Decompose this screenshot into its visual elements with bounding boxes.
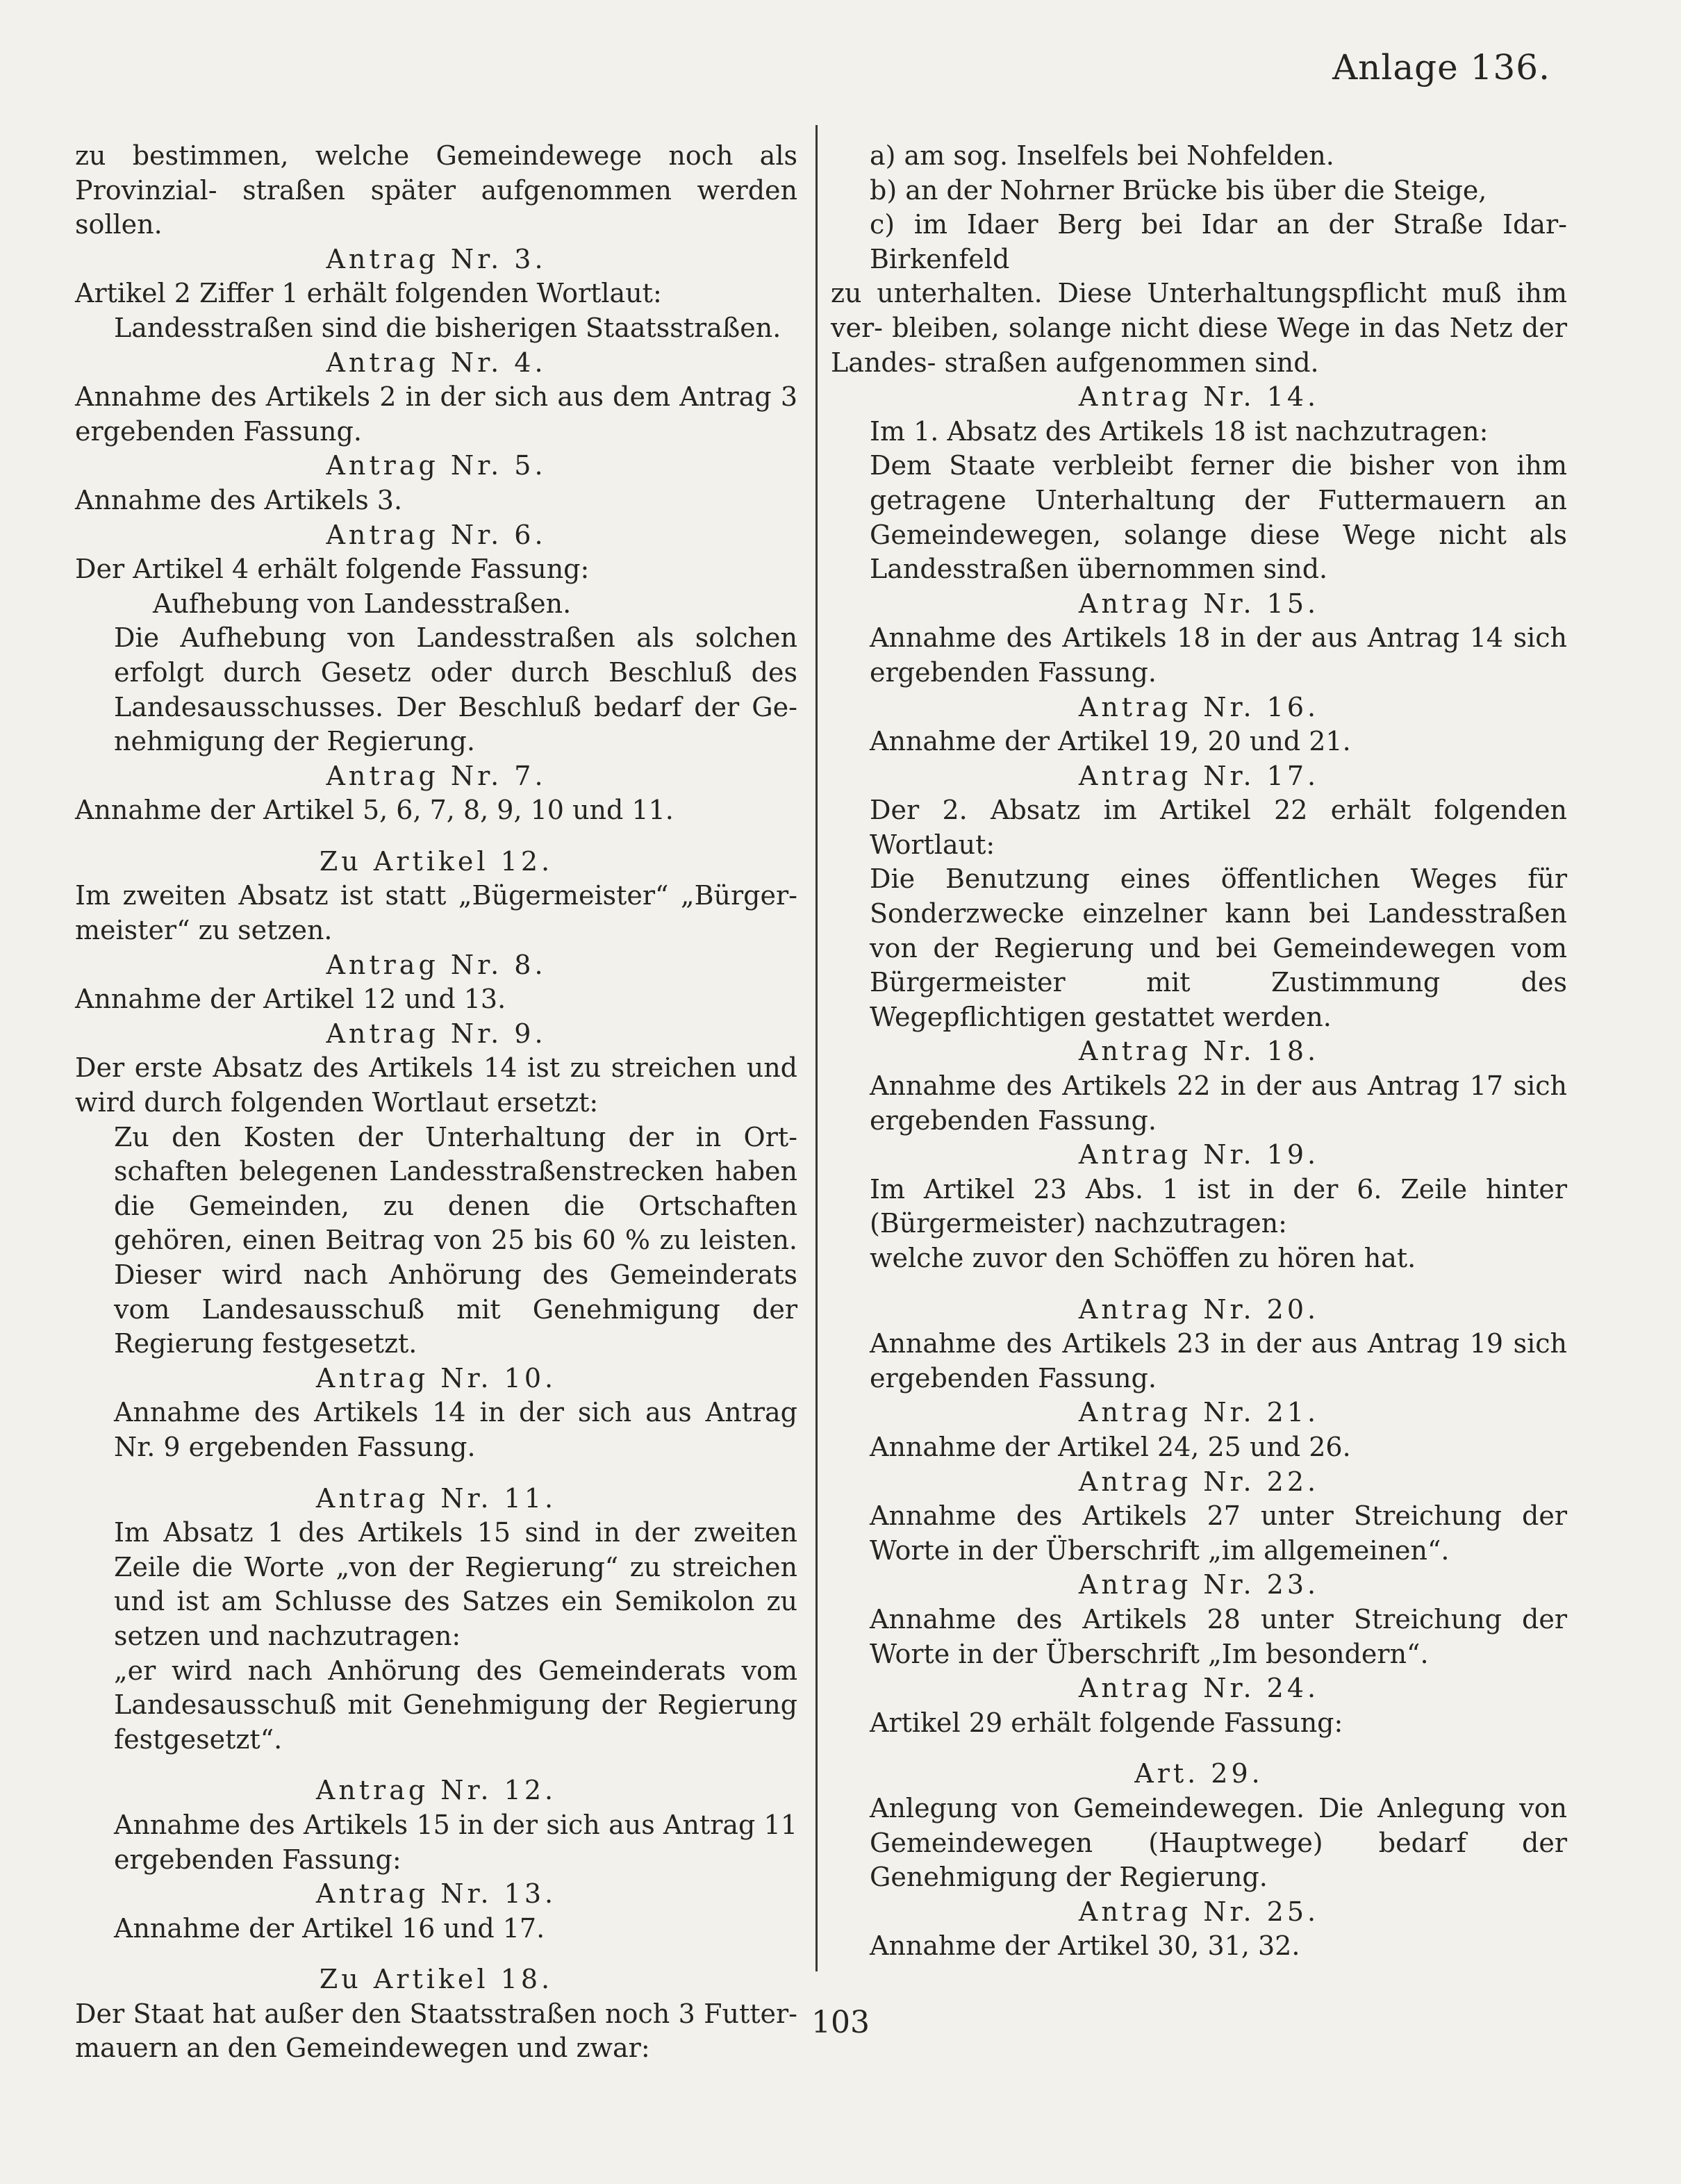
right-paragraph: Im Artikel 23 Abs. 1 ist in der 6. Zeile hinter (Bürgermeister) nachzutragen: [870,1173,1567,1239]
right-paragraph: Der 2. Absatz im Artikel 22 erhält folgenden Wortlaut: [870,795,1567,860]
right-heading: Antrag Nr. 16. [1078,691,1320,722]
right-paragraph: Annahme des Artikels 22 in der aus Antrag 17 sich ergebenden Fassung. [870,1070,1567,1136]
left-column [75,139,797,2066]
left-heading: Zu Artikel 12. [319,845,554,877]
right-paragraph: Annahme der Artikel 19, 20 und 21. [870,726,1351,757]
left-paragraph: Aufhebung von Landesstraßen. [153,588,572,619]
right-heading: Antrag Nr. 24. [1078,1673,1320,1704]
right-heading: Antrag Nr. 15. [1078,588,1320,619]
left-paragraph: Annahme der Artikel 16 und 17. [114,1912,545,1944]
annex-heading: Anlage 136. [1332,47,1550,88]
right-paragraph: Artikel 29 erhält folgende Fassung: [870,1707,1343,1738]
left-paragraph: Zu den Kosten der Unterhaltung der in Ort- schaften belegenen Landesstraßenstrecken haben die Gemeinden, zu denen die Ortschaften gehören, einen Beitrag von 25 bis 60 % zu leisten. Dieser wird nach Anhörung des Gemeinderats vom Landesausschuß mit Genehmigung der Regierung festgesetzt. [114,1121,797,1359]
column-divider [815,125,818,1971]
left-paragraph: Der Staat hat außer den Staatsstraßen noch 3 Futter- mauern an den Gemeindewegen und zwar: [75,1998,797,2064]
left-heading: Antrag Nr. 11. [315,1482,557,1514]
right-column [831,139,1567,1964]
left-heading: Antrag Nr. 7. [326,760,547,791]
right-heading: Antrag Nr. 21. [1078,1397,1320,1428]
right-heading: Art. 29. [1134,1758,1264,1789]
left-paragraph: Landesstraßen sind die bisherigen Staatsstraßen. [114,312,781,343]
right-paragraph: Annahme der Artikel 30, 31, 32. [870,1930,1300,1962]
right-paragraph: welche zuvor den Schöffen zu hören hat. [870,1243,1416,1273]
right-paragraph: Annahme des Artikels 27 unter Streichung der Worte in der Überschrift „im allgemeinen“. [870,1500,1567,1566]
right-paragraph: Dem Staate verbleibt ferner die bisher von ihm getragene Unterhaltung der Futtermauern an Gemeindewegen, solange diese Wege nicht als Landesstraßen übernommen sind. [870,450,1567,585]
left-heading: Antrag Nr. 3. [326,243,547,274]
left-paragraph: Im zweiten Absatz ist statt „Bügermeister“ „Bürger- meister“ zu setzen. [75,880,797,946]
right-heading: Antrag Nr. 23. [1078,1569,1320,1600]
left-heading: Antrag Nr. 6. [326,519,547,550]
left-heading: Antrag Nr. 13. [315,1878,557,1910]
left-paragraph: Annahme des Artikels 14 in der sich aus Antrag Nr. 9 ergebenden Fassung. [114,1397,797,1462]
left-paragraph: Annahme des Artikels 15 in der sich aus Antrag 11 ergebenden Fassung: [114,1809,797,1875]
left-heading: Antrag Nr. 8. [326,949,547,980]
left-paragraph: Annahme der Artikel 5, 6, 7, 8, 9, 10 und 11. [75,795,674,826]
right-paragraph: a) am sog. Inselfels bei Nohfelden. [870,140,1334,171]
left-paragraph: Der erste Absatz des Artikels 14 ist zu streichen und wird durch folgenden Wortlaut ersetzt: [75,1052,797,1118]
right-paragraph: Die Benutzung eines öffentlichen Weges für Sonderzwecke einzelner kann bei Landesstraßen von der Regierung und bei Gemeindewegen vom Bürgermeister mit Zustimmung des Wegepflichtigen gestattet werden. [870,863,1567,1032]
right-paragraph: b) an der Nohrner Brücke bis über die Steige, [870,174,1487,206]
left-heading: Zu Artikel 18. [319,1964,554,1995]
right-heading: Antrag Nr. 18. [1078,1036,1320,1067]
left-heading: Antrag Nr. 9. [326,1018,547,1049]
page-number: 103 [811,2005,870,2040]
right-paragraph: Anlegung von Gemeindewegen. Die Anlegung von Gemeindewegen (Hauptwege) bedarf der Genehmigung der Regierung. [870,1792,1567,1893]
left-paragraph: Die Aufhebung von Landesstraßen als solchen erfolgt durch Gesetz oder durch Beschluß des Landesausschusses. Der Beschluß bedarf der Ge- nehmigung der Regierung. [114,622,797,757]
right-heading: Antrag Nr. 22. [1078,1466,1320,1497]
right-paragraph: c) im Idaer Berg bei Idar an der Straße Idar- Birkenfeld [870,209,1567,274]
left-paragraph: Artikel 2 Ziffer 1 erhält folgenden Wortlaut: [75,278,662,309]
left-paragraph: Annahme des Artikels 3. [75,484,403,515]
left-paragraph: Der Artikel 4 erhält folgende Fassung: [75,554,590,585]
right-heading: Antrag Nr. 20. [1078,1293,1320,1325]
right-paragraph: Annahme des Artikels 28 unter Streichung der Worte in der Überschrift „Im besondern“. [870,1603,1567,1669]
left-heading: Antrag Nr. 12. [315,1775,557,1806]
right-heading: Antrag Nr. 14. [1078,381,1320,413]
left-paragraph: Annahme der Artikel 12 und 13. [75,984,506,1015]
left-heading: Antrag Nr. 10. [315,1362,557,1393]
left-paragraph: zu bestimmen, welche Gemeindewege noch als Provinzial- straßen später aufgenommen werden sollen. [75,140,797,240]
right-paragraph: Annahme des Artikels 18 in der aus Antrag 14 sich ergebenden Fassung. [870,622,1567,688]
left-heading: Antrag Nr. 4. [326,347,547,378]
left-paragraph: „er wird nach Anhörung des Gemeinderats vom Landesausschuß mit Genehmigung der Regierung festgesetzt“. [114,1655,797,1755]
left-paragraph: Annahme des Artikels 2 in der sich aus dem Antrag 3 ergebenden Fassung. [75,381,797,447]
right-paragraph: zu unterhalten. Diese Unterhaltungspflicht muß ihm ver- bleiben, solange nicht diese Wege in das Netz der Landes- straßen aufgenommen sind. [831,278,1567,378]
right-paragraph: Annahme der Artikel 24, 25 und 26. [870,1431,1351,1462]
right-heading: Antrag Nr. 19. [1078,1139,1320,1170]
right-heading: Antrag Nr. 25. [1078,1896,1320,1927]
right-paragraph: Im 1. Absatz des Artikels 18 ist nachzutragen: [870,415,1489,447]
left-paragraph: Im Absatz 1 des Artikels 15 sind in der zweiten Zeile die Worte „von der Regierung“ zu streichen und ist am Schlusse des Satzes ein Semikolon zu setzen und nachzutragen: [114,1517,797,1651]
right-heading: Antrag Nr. 17. [1078,760,1320,791]
right-paragraph: Annahme des Artikels 23 in der aus Antrag 19 sich ergebenden Fassung. [870,1328,1567,1393]
left-heading: Antrag Nr. 5. [326,450,547,481]
